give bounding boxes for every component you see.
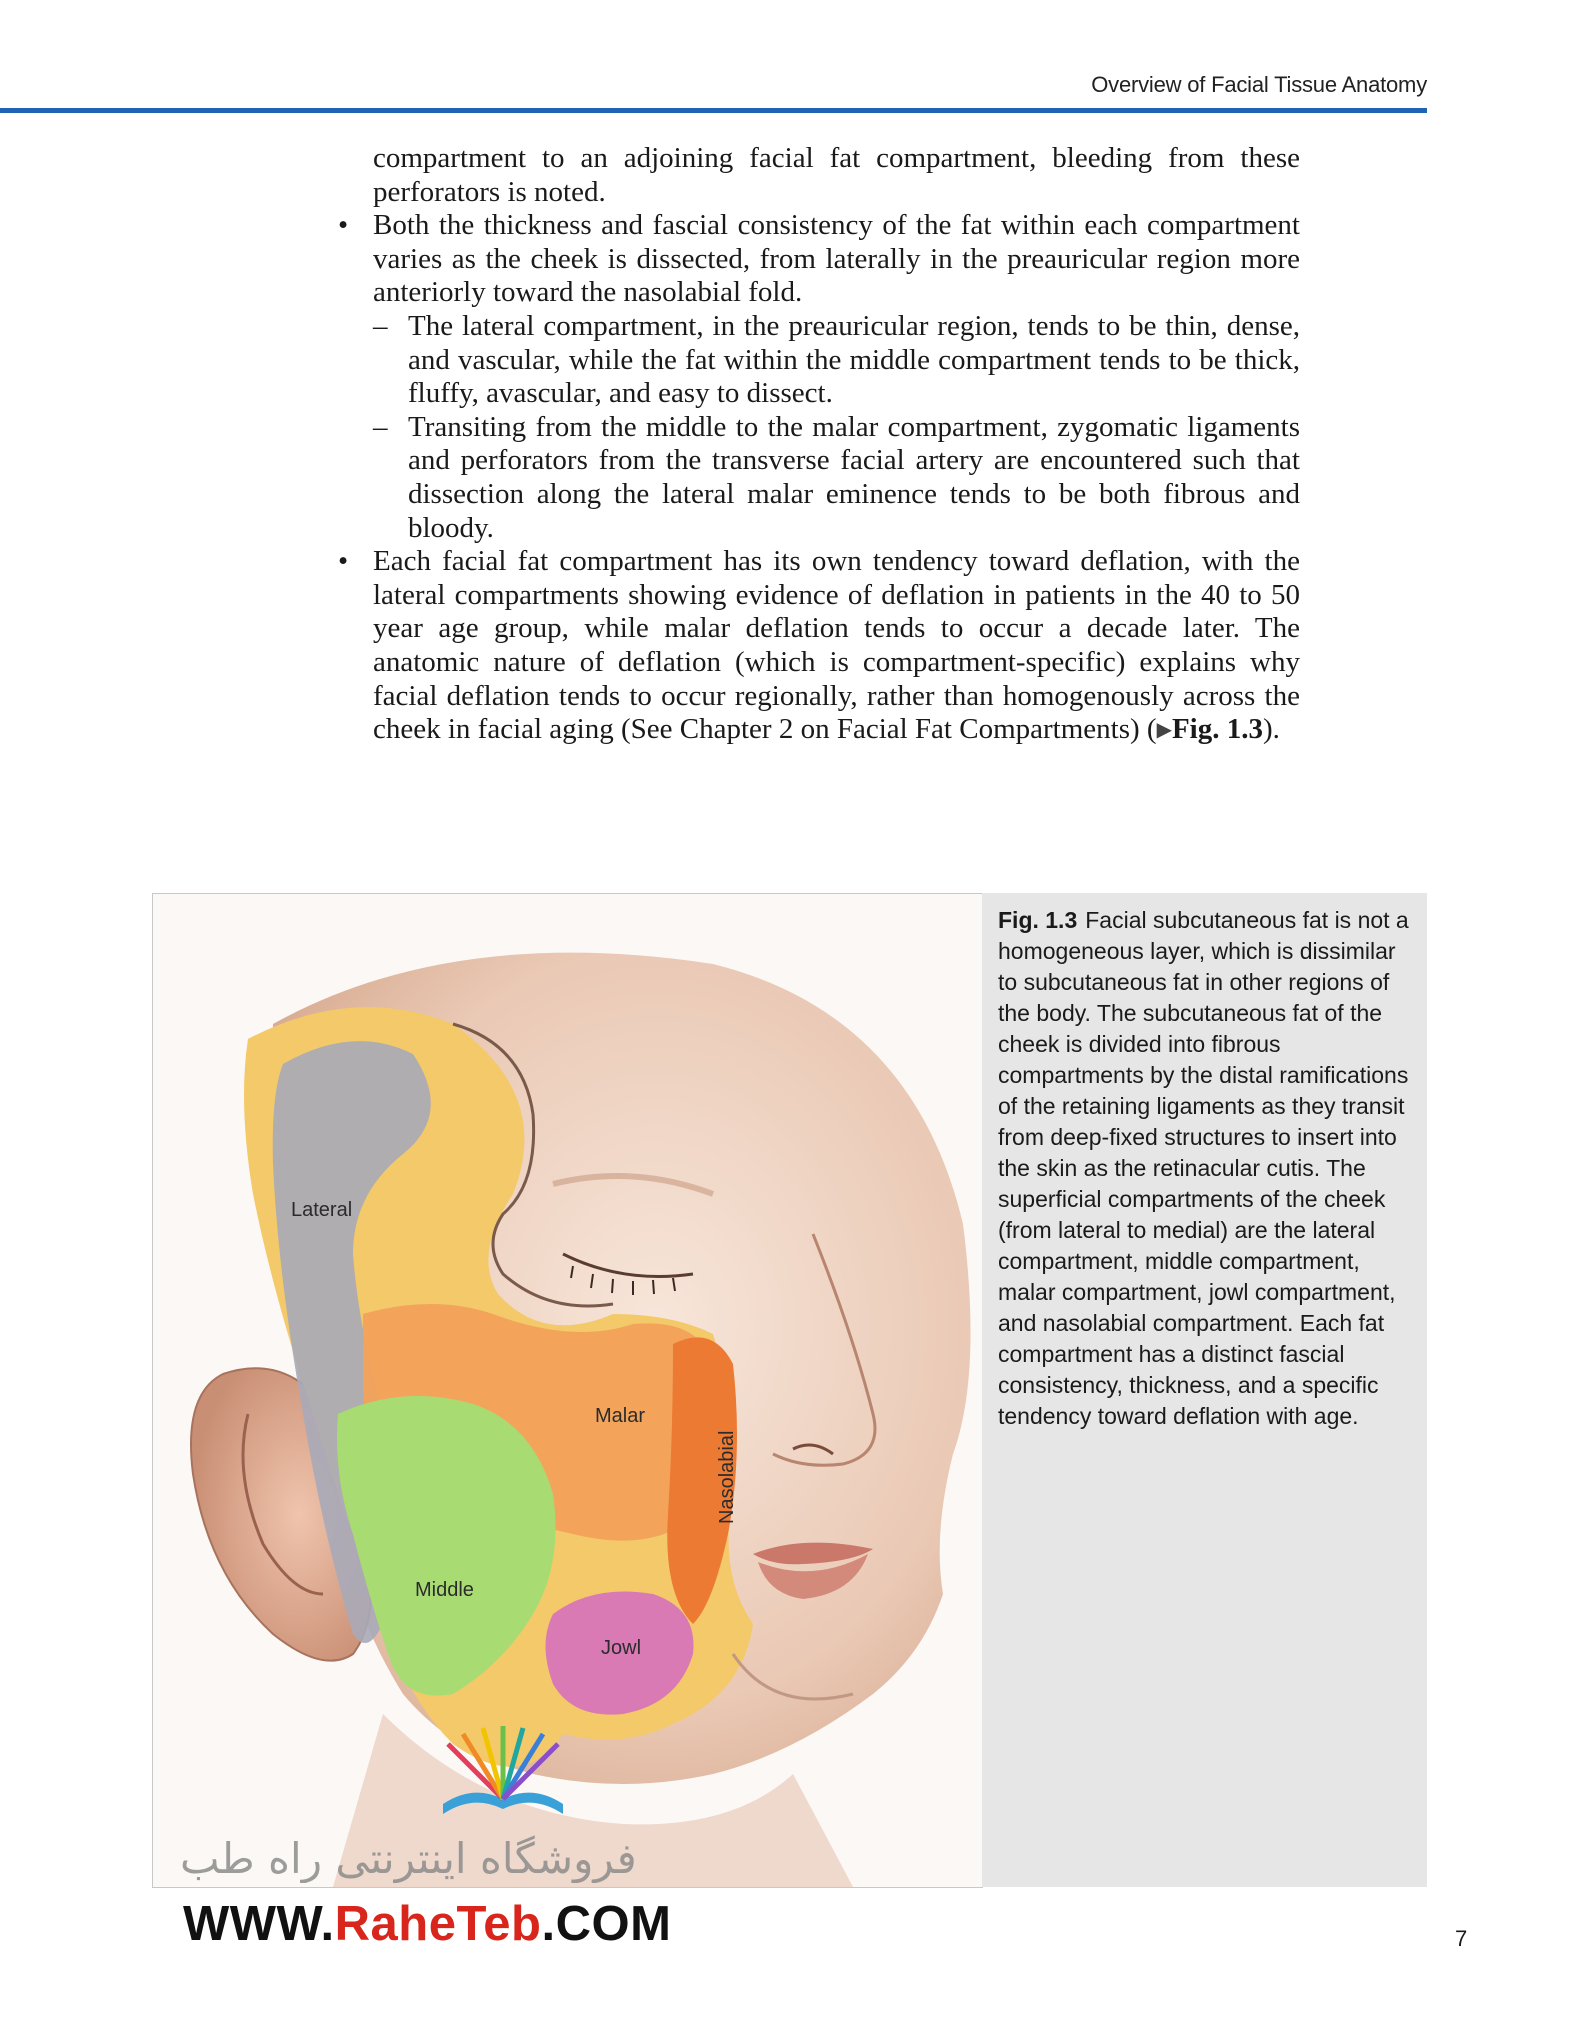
- watermark-url-brand: RaheTeb: [334, 1897, 542, 1951]
- continued-paragraph: compartment to an adjoining facial fat compartment, bleeding from these perforators is noted.: [373, 142, 1300, 208]
- page-number: 7: [1455, 1926, 1468, 1951]
- bullet-item: [330, 209, 1300, 310]
- body-text: [330, 142, 1300, 748]
- label-lateral: Lateral: [291, 1199, 353, 1221]
- bullet-mark: •: [338, 545, 349, 578]
- figure-reference-link[interactable]: Fig. 1.3: [1171, 713, 1263, 746]
- watermark-url-prefix: WWW.: [183, 1897, 335, 1951]
- dash-mark: –: [373, 410, 388, 443]
- dash-text: The lateral compartment, in the preauricular region, tends to be thin, dense, and vascular, while the fat within the middle compartment tends to be thick, fluffy, avascular, and easy to dissect.: [408, 309, 1300, 410]
- figure-caption: [998, 905, 1416, 1432]
- label-jowl: Jowl: [601, 1637, 642, 1659]
- caption-text: Facial subcutaneous fat is not a homogeneous layer, which is dissimilar to subcutaneous fat in other regions of the body. The subcutaneous fat of the cheek is divided into fibrous compartments by the distal ramifications of the retaining ligaments as they transit from deep-fixed structures to insert into the skin as the retinacular cutis. The superficial compartments of the cheek (from lateral to medial) are the lateral compartment, middle compartment, malar compartment, jowl compartment, and nasolabial compartment. Each fat compartment has a distinct fascial consistency, thickness, and a specific tendency toward deflation with age.: [998, 907, 1409, 1429]
- label-middle: Middle: [415, 1579, 474, 1601]
- watermark-url-suffix: .COM: [541, 1897, 672, 1951]
- watermark-persian-text: فروشگاه اینترنتی راه طب: [180, 1834, 637, 1883]
- dash-item: [330, 411, 1300, 545]
- watermark-url: [183, 1896, 671, 1952]
- header-rule: [0, 108, 1427, 113]
- label-malar: Malar: [595, 1405, 646, 1427]
- face-anatomy-drawing: [153, 894, 982, 1887]
- bullet-text: Both the thickness and fascial consistency of the fat within each compartment varies as the cheek is dissected, from laterally in the preauricular region more anteriorly toward the nasolabial fold.: [373, 209, 1300, 309]
- dash-item: [330, 310, 1300, 411]
- bullet-mark: •: [338, 209, 349, 242]
- caption-number: Fig. 1.3: [998, 907, 1078, 933]
- caption-panel: [982, 893, 1427, 1887]
- figure-illustration: [152, 893, 983, 1888]
- dash-mark: –: [373, 309, 388, 342]
- bullet-item: [330, 545, 1300, 748]
- label-nasolabial: Nasolabial: [716, 1430, 738, 1524]
- dash-text: Transiting from the middle to the malar compartment, zygomatic ligaments and perforators from the transverse facial artery are encountered such that dissection along the lateral malar eminence tends to be both fibrous and bloody.: [408, 410, 1300, 544]
- bullet-text-end: ).: [1262, 713, 1280, 746]
- running-head: Overview of Facial Tissue Anatomy: [1091, 72, 1427, 97]
- figure-ref-arrow-icon: ▶: [1156, 719, 1172, 742]
- bullet-text: Each facial fat compartment has its own tendency toward deflation, with the lateral compartments showing evidence of deflation in patients in the 40 to 50 year age group, while malar deflation tends to occur a decade later. The anatomic nature of deflation (which is compartment-specific) explains why facial deflation tends to occur regionally, rather than homogenously across the cheek in facial aging (See Chapter 2 on Facial Fat Compartments) (: [373, 545, 1300, 746]
